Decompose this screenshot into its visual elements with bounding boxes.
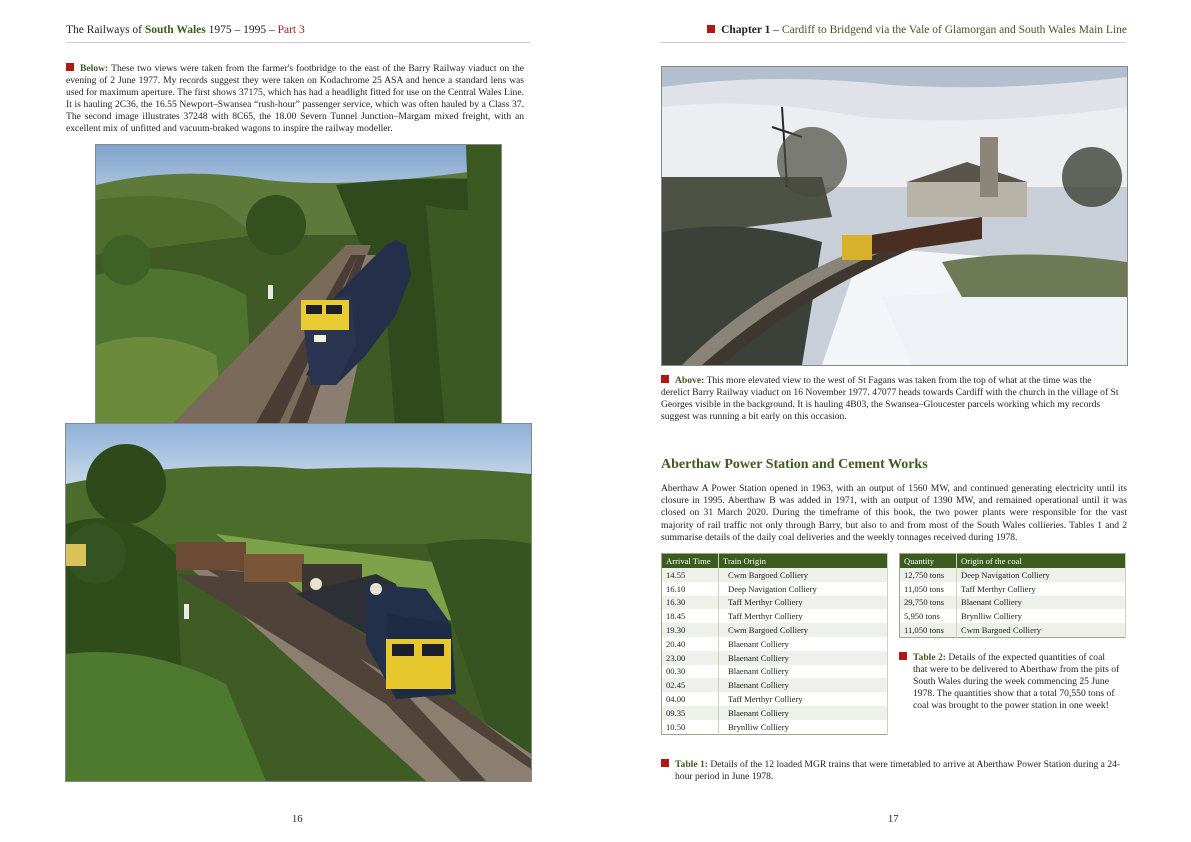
table-row: 29,750 tons Blaenant Colliery <box>900 596 1126 610</box>
bullet-icon <box>899 652 907 660</box>
right-running-header: Chapter 1 – Cardiff to Bridgend via the Vale of Glamorgan and South Wales Main Line <box>707 24 1127 36</box>
bullet-icon <box>661 375 669 383</box>
table-row: 23.00 Blaenant Colliery <box>662 651 888 665</box>
table-row: 02.45 Blaenant Colliery <box>662 678 888 692</box>
table1-caption: Table 1: Details of the 12 loaded MGR trains that were timetabled to arrive at Aberthaw Power Station during a 24-hour period in June 1978. <box>661 759 1121 783</box>
photo-class37-passenger <box>95 144 502 442</box>
page-number-left: 16 <box>292 814 303 825</box>
below-caption: Below: These two views were taken from the farmer's footbridge to the east of the Barry Railway viaduct on the evening of 2 June 1977. My records suggest they were taken on Kodachrome 25 ASA and hence a standard lens was used for maximum aperture. The first shows 37175, which has had a headlight fitted for use on the Central Wales Line. It is hauling 2C36, the 16.55 Newport–Swansea “rush-hour” passenger service, which was often hauled by a Class 37. The second image illustrates 37248 with 8C65, the 18.00 Severn Tunnel Junction–Margam mixed freight, with an excellent mix of unfitted and vacuum-braked wagons to inspire the railway modeller. <box>66 63 524 135</box>
left-running-header: The Railways of South Wales 1975 – 1995 – Part 3 <box>66 24 305 36</box>
table-row: 11,050 tons Cwm Bargoed Colliery <box>900 623 1126 637</box>
table-row: 19.30 Cwm Bargoed Colliery <box>662 623 888 637</box>
bullet-icon <box>707 25 715 33</box>
table-row: 12,750 tons Deep Navigation Colliery <box>900 568 1126 582</box>
bullet-icon <box>661 759 669 767</box>
table-row: 09.35 Blaenant Colliery <box>662 706 888 720</box>
table-header-cell: Origin of the coal <box>957 554 1126 569</box>
above-caption: Above: This more elevated view to the west of St Fagans was taken from the top of what at the time was the derelict Barry Railway viaduct on 16 November 1977. 47077 heads towards Cardiff with the church in the village of St Georges visible in the background. It is hauling 4B03, the Swansea–Gloucester parcels working which my records suggest was running a bit early on this occasion. <box>661 375 1119 423</box>
table-header-cell: Train Origin <box>719 554 888 569</box>
bullet-icon <box>66 63 74 71</box>
right-header-rule <box>660 42 1126 43</box>
table-arrivals <box>661 553 888 735</box>
left-header-rule <box>66 42 530 43</box>
table-header-cell: Arrival Time <box>662 554 719 569</box>
table-row: 10.50 Brynlliw Colliery <box>662 720 888 734</box>
section-title: Aberthaw Power Station and Cement Works <box>661 457 928 472</box>
table-row: 18.45 Taff Merthyr Colliery <box>662 609 888 623</box>
table-row: 11,050 tons Taff Merthyr Colliery <box>900 582 1126 596</box>
table-row: 16.30 Taff Merthyr Colliery <box>662 596 888 610</box>
table-row: 5,950 tons Brynlliw Colliery <box>900 609 1126 623</box>
table2-caption: Table 2: Details of the expected quantities of coal that were to be delivered to Aberthaw from the pits of South Wales during the week commencing 25 June 1978. The quantities show that a total 70,550 tons of coal was brought to the power station in one week! <box>899 652 1121 712</box>
table-row: 04.00 Taff Merthyr Colliery <box>662 692 888 706</box>
table-row: 00.30 Blaenant Colliery <box>662 665 888 679</box>
photo-class37-freight <box>65 423 532 782</box>
table-quantities <box>899 553 1126 638</box>
table-row: 14.55 Cwm Bargoed Colliery <box>662 568 888 582</box>
table-row: 16.10 Deep Navigation Colliery <box>662 582 888 596</box>
table-row: 20.40 Blaenant Colliery <box>662 637 888 651</box>
photo-snow-scene <box>661 66 1128 366</box>
section-body: Aberthaw A Power Station opened in 1963, with an output of 1560 MW, and continued generating electricity until its closure in 1995. Aberthaw B was added in 1971, with an output of 1390 MW, and remained operational until it was closed on 31 March 2020. During the timeframe of this book, the two power plants were responsible for the vast majority of rail traffic not only through Barry, but also to and from most of the South Wales collieries. Tables 1 and 2 summarise details of the daily coal deliveries and the weekly tonnages received during 1978. <box>661 483 1127 543</box>
table-header-cell: Quantity <box>900 554 957 569</box>
page-number-right: 17 <box>888 814 899 825</box>
